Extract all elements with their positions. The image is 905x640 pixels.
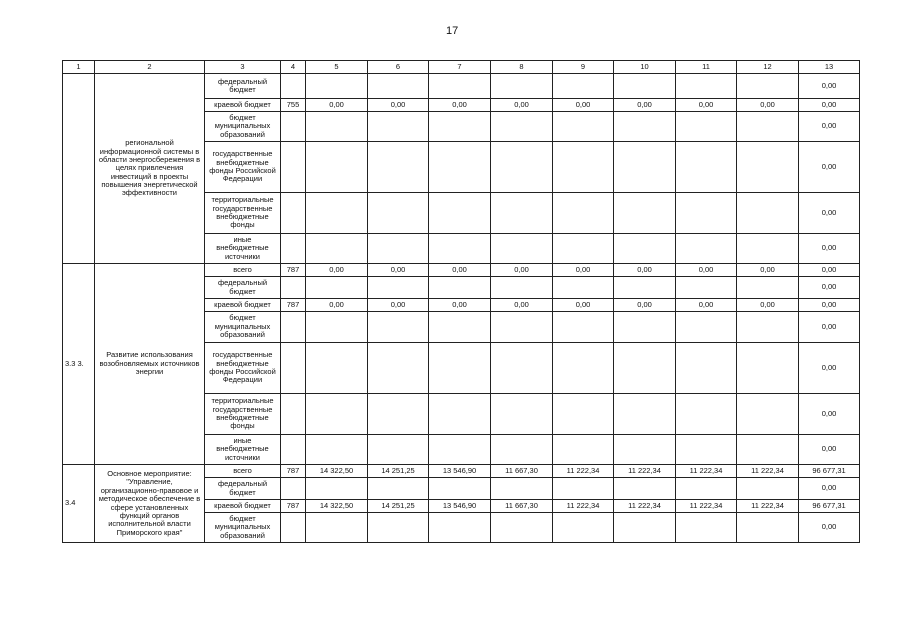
year-value	[491, 394, 553, 435]
year-value	[737, 435, 799, 465]
year-value: 0,00	[429, 264, 491, 277]
year-value	[306, 394, 368, 435]
section-name: Развитие использования возобновляемых источников энергии	[95, 264, 205, 465]
year-value: 11 667,30	[491, 465, 553, 478]
year-value: 11 222,34	[614, 465, 676, 478]
year-value	[553, 343, 614, 394]
year-value	[429, 277, 491, 299]
year-value	[306, 112, 368, 142]
year-value: 0,00	[676, 99, 737, 112]
header-cell: 9	[553, 61, 614, 74]
year-value	[553, 74, 614, 99]
year-value	[429, 312, 491, 343]
year-value	[368, 277, 429, 299]
year-value: 14 251,25	[368, 465, 429, 478]
header-cell: 7	[429, 61, 491, 74]
year-value	[429, 513, 491, 543]
funding-source: всего	[205, 264, 281, 277]
total-value: 0,00	[799, 299, 860, 312]
total-value: 0,00	[799, 513, 860, 543]
total-value: 0,00	[799, 142, 860, 193]
funding-source: иные внебюджетные источники	[205, 234, 281, 264]
year-value	[368, 112, 429, 142]
year-value	[553, 142, 614, 193]
grbs-code: 787	[281, 264, 306, 277]
year-value: 0,00	[676, 264, 737, 277]
year-value	[368, 142, 429, 193]
year-value	[614, 234, 676, 264]
year-value: 0,00	[368, 99, 429, 112]
year-value	[737, 478, 799, 500]
total-value: 0,00	[799, 99, 860, 112]
year-value: 14 322,50	[306, 465, 368, 478]
year-value: 11 222,34	[676, 500, 737, 513]
year-value	[614, 74, 676, 99]
section-code: 3.4	[63, 465, 95, 543]
year-value	[491, 74, 553, 99]
year-value	[614, 394, 676, 435]
year-value	[306, 478, 368, 500]
year-value	[676, 394, 737, 435]
year-value	[306, 435, 368, 465]
funding-source: краевой бюджет	[205, 299, 281, 312]
year-value	[676, 74, 737, 99]
budget-table	[62, 60, 860, 543]
header-cell: 3	[205, 61, 281, 74]
year-value: 0,00	[553, 299, 614, 312]
grbs-code	[281, 394, 306, 435]
year-value: 0,00	[491, 99, 553, 112]
total-value: 0,00	[799, 234, 860, 264]
year-value	[737, 112, 799, 142]
year-value	[368, 312, 429, 343]
year-value	[491, 112, 553, 142]
year-value	[737, 394, 799, 435]
grbs-code	[281, 193, 306, 234]
year-value	[676, 142, 737, 193]
year-value	[306, 277, 368, 299]
year-value	[491, 478, 553, 500]
year-value	[737, 74, 799, 99]
year-value	[368, 74, 429, 99]
year-value: 0,00	[737, 299, 799, 312]
grbs-code	[281, 142, 306, 193]
year-value	[676, 112, 737, 142]
year-value	[429, 74, 491, 99]
year-value	[368, 234, 429, 264]
year-value	[737, 312, 799, 343]
year-value	[737, 193, 799, 234]
year-value	[737, 513, 799, 543]
year-value: 0,00	[737, 264, 799, 277]
year-value: 0,00	[553, 264, 614, 277]
year-value	[429, 112, 491, 142]
year-value	[737, 234, 799, 264]
header-cell: 1	[63, 61, 95, 74]
funding-source: бюджет муниципальных образований	[205, 312, 281, 343]
year-value: 0,00	[368, 264, 429, 277]
year-value	[429, 142, 491, 193]
year-value	[429, 435, 491, 465]
year-value: 11 222,34	[737, 500, 799, 513]
total-value: 0,00	[799, 277, 860, 299]
section-name: Основное мероприятие: "Управление, организационно-правовое и методическое обеспечение в сфере установленных функций органов исполнительной власти Приморского края"	[95, 465, 205, 543]
page-number: 17	[446, 25, 459, 37]
grbs-code	[281, 277, 306, 299]
year-value	[491, 513, 553, 543]
year-value	[614, 478, 676, 500]
year-value	[614, 513, 676, 543]
header-cell: 11	[676, 61, 737, 74]
funding-source: иные внебюджетные источники	[205, 435, 281, 465]
grbs-code	[281, 312, 306, 343]
total-value: 0,00	[799, 312, 860, 343]
table-row	[63, 264, 860, 277]
year-value	[491, 277, 553, 299]
year-value: 0,00	[429, 299, 491, 312]
year-value	[737, 142, 799, 193]
year-value	[676, 435, 737, 465]
funding-source: территориальные государственные внебюджетные фонды	[205, 193, 281, 234]
year-value	[368, 435, 429, 465]
year-value	[553, 277, 614, 299]
header-cell: 4	[281, 61, 306, 74]
year-value: 0,00	[429, 99, 491, 112]
year-value	[676, 312, 737, 343]
section-name: региональной информационной системы в области энергосбережения в целях привлечения инвестиций в проекты повышения энергетической эффективности	[95, 74, 205, 264]
year-value	[368, 394, 429, 435]
year-value	[491, 142, 553, 193]
year-value: 0,00	[614, 99, 676, 112]
total-value: 0,00	[799, 112, 860, 142]
grbs-code	[281, 112, 306, 142]
grbs-code	[281, 478, 306, 500]
year-value	[306, 513, 368, 543]
funding-source: федеральный бюджет	[205, 277, 281, 299]
year-value: 13 546,90	[429, 465, 491, 478]
year-value	[553, 112, 614, 142]
total-value: 0,00	[799, 435, 860, 465]
year-value	[676, 234, 737, 264]
year-value	[306, 74, 368, 99]
funding-source: бюджет муниципальных образований	[205, 112, 281, 142]
header-cell: 5	[306, 61, 368, 74]
year-value: 13 546,90	[429, 500, 491, 513]
year-value	[553, 312, 614, 343]
funding-source: краевой бюджет	[205, 500, 281, 513]
funding-source: территориальные государственные внебюджетные фонды	[205, 394, 281, 435]
year-value	[429, 478, 491, 500]
header-cell: 8	[491, 61, 553, 74]
total-value: 0,00	[799, 478, 860, 500]
year-value: 11 222,34	[676, 465, 737, 478]
year-value: 0,00	[737, 99, 799, 112]
year-value	[553, 513, 614, 543]
year-value: 11 222,34	[553, 465, 614, 478]
total-value: 0,00	[799, 343, 860, 394]
year-value: 11 667,30	[491, 500, 553, 513]
year-value	[429, 394, 491, 435]
year-value	[676, 193, 737, 234]
year-value	[306, 142, 368, 193]
grbs-code	[281, 435, 306, 465]
year-value	[491, 312, 553, 343]
year-value: 0,00	[306, 264, 368, 277]
grbs-code	[281, 234, 306, 264]
year-value	[429, 193, 491, 234]
header-row	[63, 61, 860, 74]
funding-source: федеральный бюджет	[205, 478, 281, 500]
total-value: 0,00	[799, 193, 860, 234]
total-value: 96 677,31	[799, 500, 860, 513]
year-value	[614, 193, 676, 234]
year-value: 0,00	[614, 264, 676, 277]
year-value	[676, 478, 737, 500]
year-value	[676, 277, 737, 299]
year-value: 0,00	[491, 264, 553, 277]
year-value	[614, 142, 676, 193]
year-value: 0,00	[614, 299, 676, 312]
grbs-code: 787	[281, 465, 306, 478]
year-value	[368, 193, 429, 234]
year-value	[614, 277, 676, 299]
year-value	[491, 234, 553, 264]
year-value: 0,00	[676, 299, 737, 312]
year-value	[676, 513, 737, 543]
year-value	[614, 312, 676, 343]
total-value: 96 677,31	[799, 465, 860, 478]
grbs-code: 755	[281, 99, 306, 112]
funding-source: государственные внебюджетные фонды Российской Федерации	[205, 142, 281, 193]
grbs-code: 787	[281, 299, 306, 312]
year-value	[553, 435, 614, 465]
year-value	[553, 193, 614, 234]
year-value: 0,00	[491, 299, 553, 312]
funding-source: краевой бюджет	[205, 99, 281, 112]
grbs-code	[281, 74, 306, 99]
year-value: 0,00	[368, 299, 429, 312]
year-value	[614, 112, 676, 142]
year-value: 11 222,34	[614, 500, 676, 513]
header-cell: 10	[614, 61, 676, 74]
year-value	[737, 343, 799, 394]
year-value	[429, 343, 491, 394]
year-value	[614, 435, 676, 465]
year-value	[306, 234, 368, 264]
year-value	[491, 193, 553, 234]
year-value: 11 222,34	[553, 500, 614, 513]
year-value	[491, 435, 553, 465]
year-value	[306, 312, 368, 343]
funding-source: всего	[205, 465, 281, 478]
year-value	[491, 343, 553, 394]
grbs-code	[281, 513, 306, 543]
grbs-code: 787	[281, 500, 306, 513]
year-value	[737, 277, 799, 299]
header-cell: 13	[799, 61, 860, 74]
header-cell: 6	[368, 61, 429, 74]
section-code: 3.3 3.	[63, 264, 95, 465]
total-value: 0,00	[799, 264, 860, 277]
funding-source: государственные внебюджетные фонды Российской Федерации	[205, 343, 281, 394]
year-value	[553, 234, 614, 264]
year-value	[614, 343, 676, 394]
year-value	[368, 478, 429, 500]
year-value	[368, 343, 429, 394]
year-value	[429, 234, 491, 264]
year-value: 14 322,50	[306, 500, 368, 513]
total-value: 0,00	[799, 394, 860, 435]
section-code	[63, 74, 95, 264]
year-value: 0,00	[306, 299, 368, 312]
year-value	[553, 394, 614, 435]
table-row	[63, 465, 860, 478]
year-value: 0,00	[306, 99, 368, 112]
year-value: 11 222,34	[737, 465, 799, 478]
funding-source: федеральный бюджет	[205, 74, 281, 99]
year-value: 0,00	[553, 99, 614, 112]
year-value	[368, 513, 429, 543]
table-row	[63, 74, 860, 99]
funding-source: бюджет муниципальных образований	[205, 513, 281, 543]
year-value	[553, 478, 614, 500]
header-cell: 2	[95, 61, 205, 74]
table-body	[63, 61, 860, 543]
year-value	[676, 343, 737, 394]
grbs-code	[281, 343, 306, 394]
header-cell: 12	[737, 61, 799, 74]
total-value: 0,00	[799, 74, 860, 99]
year-value	[306, 193, 368, 234]
year-value: 14 251,25	[368, 500, 429, 513]
year-value	[306, 343, 368, 394]
